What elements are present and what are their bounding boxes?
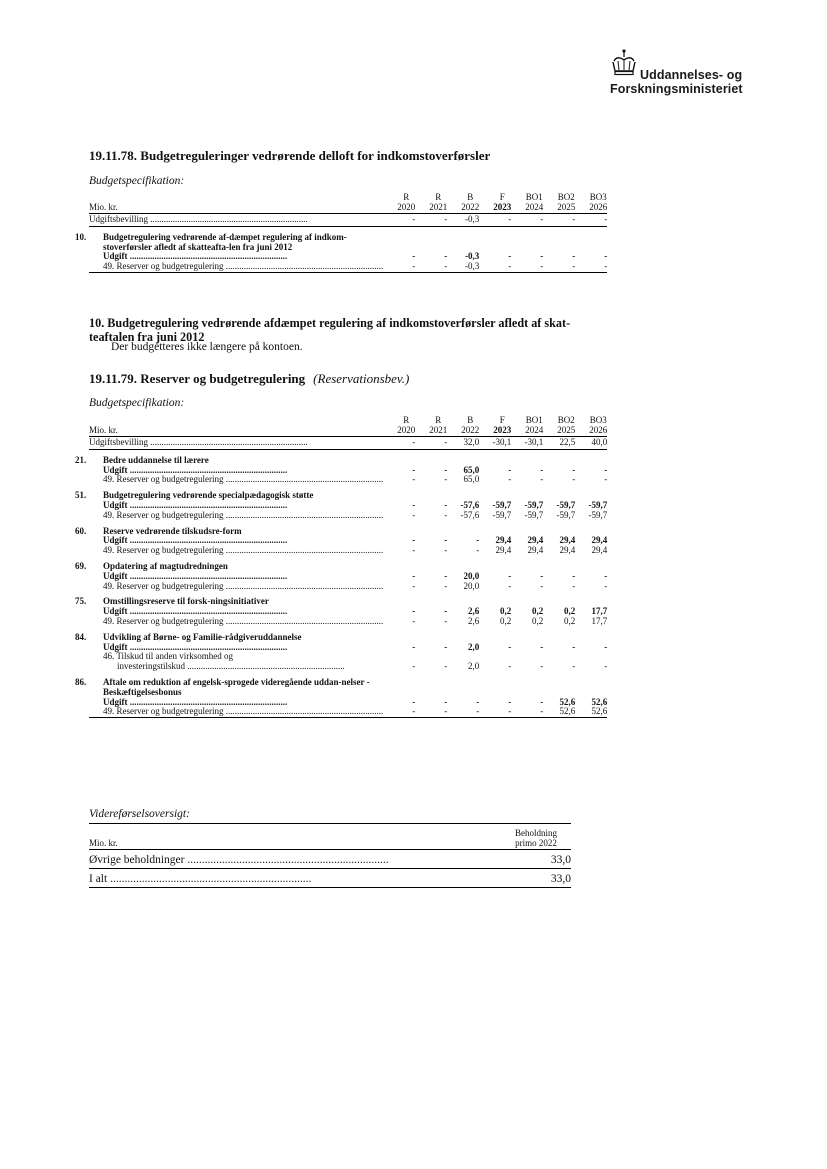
item-title-row	[89, 678, 607, 698]
value-cell: -	[540, 570, 544, 581]
value-cell: -	[572, 474, 576, 485]
column-year: 2024	[525, 425, 544, 435]
value-cell: -	[479, 262, 511, 272]
value-cell: 17,7	[591, 615, 608, 626]
column-year: 2020	[397, 425, 416, 435]
column-header	[383, 192, 415, 214]
udgiftsbevilling-row	[89, 437, 607, 450]
column-type: BO2	[557, 192, 575, 202]
value-cell: 2,0	[467, 641, 480, 652]
row-label: Udgiftsbevilling	[89, 438, 148, 447]
sub-row	[89, 582, 607, 592]
column-header	[511, 192, 543, 214]
row-label: Udgiftsbevilling	[89, 215, 148, 224]
value-cell: -	[412, 545, 416, 556]
row-label: Udgift	[103, 536, 128, 546]
value-cell: -59,7	[524, 499, 544, 510]
section-title-suffix: (Reservationsbev.)	[313, 371, 410, 386]
value-cell: -	[444, 641, 448, 652]
item-title: Reserve vedrørende tilskudsre-form	[103, 525, 242, 536]
value-cell: -59,7	[556, 509, 576, 520]
value-cell: -	[540, 464, 544, 475]
value-cell: 0,2	[499, 606, 512, 617]
row-label: 49. Reserver og budgetregulering	[103, 262, 224, 272]
item-number: 10.	[75, 231, 87, 242]
row-label: 49. Reserver og budgetregulering	[103, 707, 224, 717]
column-type: R	[435, 192, 442, 202]
value-cell: -	[572, 464, 576, 475]
column-header	[447, 192, 479, 214]
value-cell: 2,0	[467, 661, 480, 672]
sub-row	[89, 617, 607, 627]
value-cell: -	[383, 214, 415, 227]
column-type: F	[499, 415, 505, 425]
item-title: Bedre uddannelse til lærere	[103, 454, 209, 465]
value-cell: -0,3	[447, 214, 479, 227]
column-header	[575, 192, 607, 214]
sub-row	[89, 546, 607, 556]
videre-row-label: I alt	[89, 873, 108, 885]
table-header-row	[89, 415, 607, 437]
column-year: 2022	[461, 202, 480, 212]
value-cell: -	[508, 570, 512, 581]
column-type: R	[435, 415, 442, 425]
value-cell: 40,0	[575, 437, 607, 450]
value-cell: -59,7	[492, 499, 512, 510]
value-cell: 29,4	[591, 535, 608, 546]
value-cell: -	[412, 535, 416, 546]
budget-table-19-11-78	[75, 192, 608, 273]
column-header	[575, 415, 607, 437]
row-label: investeringstilskud	[117, 662, 185, 672]
sub-row	[89, 511, 607, 521]
value-cell: 29,4	[559, 535, 576, 546]
section-title-19-11-78: 19.11.78. Budgetreguleringer vedrørende delloft for indkomstoverførsler	[89, 148, 491, 163]
value-cell: -59,7	[524, 509, 544, 520]
value-cell: -	[572, 251, 576, 262]
value-cell: -	[383, 707, 415, 717]
value-cell: -	[604, 661, 608, 672]
value-cell: -	[511, 262, 543, 272]
value-cell: 65,0	[463, 464, 480, 475]
value-cell: -	[444, 509, 448, 520]
value-cell: -	[572, 580, 576, 591]
value-cell: -	[540, 474, 544, 485]
sub-row-cont	[89, 662, 607, 672]
value-cell: -	[543, 214, 575, 227]
value-cell: -	[604, 251, 608, 262]
value-cell: 29,4	[559, 545, 576, 556]
column-header	[543, 192, 575, 214]
row-label: Udgift	[103, 500, 128, 510]
section-title-text: 19.11.79. Reserver og budgetregulering	[89, 371, 306, 386]
logo-line-2: Forskningsministeriet	[610, 82, 743, 96]
column-year: 2021	[429, 425, 448, 435]
item-title-row	[89, 597, 607, 607]
column-header	[447, 415, 479, 437]
column-type: BO2	[557, 415, 575, 425]
videre-table	[89, 828, 571, 888]
value-cell: 29,4	[527, 545, 544, 556]
value-cell: -	[415, 262, 447, 272]
column-header	[479, 415, 511, 437]
value-cell: -	[412, 509, 416, 520]
column-header	[543, 415, 575, 437]
value-cell: -	[444, 580, 448, 591]
value-cell: -	[444, 661, 448, 672]
item-title-row	[89, 633, 607, 643]
videre-col-header	[501, 828, 571, 850]
value-cell: -0,3	[464, 251, 480, 262]
value-cell: 0,2	[563, 606, 576, 617]
value-cell: -	[444, 696, 448, 707]
section-title-19-11-79	[89, 371, 409, 387]
value-cell: -	[412, 696, 416, 707]
value-cell: -	[604, 580, 608, 591]
value-cell: -59,7	[556, 499, 576, 510]
row-label: 46. Tilskud til anden virksomhed og	[103, 651, 234, 662]
value-cell: -	[444, 499, 448, 510]
value-cell: 52,6	[543, 707, 575, 717]
value-cell: -	[572, 570, 576, 581]
budget-spec-label-2: Budgetspecifikation:	[89, 397, 185, 409]
column-type: BO3	[589, 192, 607, 202]
column-type: R	[403, 192, 410, 202]
item-title: Opdatering af magtudredningen	[103, 560, 228, 571]
value-cell: -	[412, 499, 416, 510]
item-number: 21.	[75, 454, 87, 465]
sub-row	[89, 262, 607, 272]
value-cell: -	[476, 545, 480, 556]
value-cell: -	[604, 570, 608, 581]
value-cell: -	[415, 707, 447, 717]
table-header-row	[89, 192, 607, 214]
udgiftsbevilling-row	[89, 214, 607, 227]
value-cell: -	[444, 606, 448, 617]
value-cell: -	[412, 615, 416, 626]
item-title: Omstillingsreserve til forsk-ningsinitiativer	[103, 596, 269, 607]
videre-row-value: 33,0	[501, 850, 571, 869]
value-cell: -	[444, 545, 448, 556]
value-cell: -	[508, 474, 512, 485]
row-label: 49. Reserver og budgetregulering	[103, 616, 224, 626]
column-year: 2020	[397, 202, 416, 212]
item-number: 86.	[75, 676, 87, 687]
value-cell: -	[508, 641, 512, 652]
column-header	[383, 415, 415, 437]
column-year: 2024	[525, 202, 544, 212]
paragraph-title-10: 10. Budgetregulering vedrørende afdæmpet regulering af indkomstoverførsler afledt af skat-teaftalen fra juni 2012	[89, 316, 571, 344]
value-cell: 2,6	[467, 615, 480, 626]
videre-row-label: Øvrige beholdninger	[89, 854, 185, 866]
column-type: R	[403, 415, 410, 425]
row-label: Udgift	[103, 607, 128, 617]
udgift-row	[89, 572, 607, 582]
column-header	[415, 415, 447, 437]
value-cell: -	[479, 707, 511, 717]
udgift-row	[89, 607, 607, 617]
value-cell: 0,2	[531, 606, 544, 617]
item-title-row	[89, 456, 607, 466]
value-cell: -	[604, 464, 608, 475]
value-cell: -	[604, 641, 608, 652]
value-cell: -	[572, 641, 576, 652]
videre-row	[89, 850, 571, 869]
item-title-row	[89, 562, 607, 572]
row-label: Udgift	[103, 697, 128, 707]
value-cell: -	[412, 570, 416, 581]
value-cell: -57,6	[460, 499, 480, 510]
value-cell: -	[511, 214, 543, 227]
value-cell: -	[508, 580, 512, 591]
value-cell: 32,0	[447, 437, 479, 450]
sub-row	[89, 707, 607, 717]
value-cell: -	[540, 641, 544, 652]
column-header	[415, 192, 447, 214]
value-cell: 0,2	[499, 615, 512, 626]
column-year: 2026	[589, 202, 608, 212]
value-cell: -	[540, 661, 544, 672]
value-cell: -	[383, 262, 415, 272]
sub-row	[89, 652, 607, 662]
value-cell: 20,0	[463, 570, 480, 581]
value-cell: -	[412, 474, 416, 485]
value-cell: -	[412, 580, 416, 591]
row-label: 49. Reserver og budgetregulering	[103, 546, 224, 556]
value-cell: 20,0	[463, 580, 480, 591]
item-number: 75.	[75, 596, 87, 607]
value-cell: -	[476, 696, 480, 707]
value-cell: 17,7	[591, 606, 608, 617]
item-number: 69.	[75, 560, 87, 571]
value-cell: -0,3	[447, 262, 479, 272]
value-cell: -	[508, 464, 512, 475]
row-label: 49. Reserver og budgetregulering	[103, 581, 224, 591]
sub-row	[89, 475, 607, 485]
value-cell: 0,2	[563, 615, 576, 626]
column-type: BO1	[525, 415, 543, 425]
value-cell: -	[511, 707, 543, 717]
videre-unit: Mio. kr.	[89, 828, 501, 850]
column-year: 2023	[493, 425, 512, 435]
item-title-row	[89, 233, 607, 253]
column-type: BO1	[525, 192, 543, 202]
budget-spec-label: Budgetspecifikation:	[89, 175, 185, 187]
value-cell: 65,0	[463, 474, 480, 485]
item-title: Budgetregulering vedrørende af-dæmpet regulering af indkom-stoverførsler afledt af skatteafta-len fra juni 2012	[103, 231, 347, 252]
value-cell: -	[412, 606, 416, 617]
column-year: 2022	[461, 425, 480, 435]
row-label: Udgift	[103, 465, 128, 475]
item-number: 51.	[75, 490, 87, 501]
value-cell: -	[444, 570, 448, 581]
value-cell: -	[572, 661, 576, 672]
value-cell: 52,6	[575, 707, 607, 717]
value-cell: -	[508, 661, 512, 672]
value-cell: -	[444, 251, 448, 262]
videre-col-header-1: Beholdning	[515, 828, 557, 838]
logo-line-1: Uddannelses- og	[640, 68, 743, 82]
item-title: Budgetregulering vedrørende specialpædagogisk støtte	[103, 490, 314, 501]
item-number: 84.	[75, 631, 87, 642]
value-cell: -	[412, 641, 416, 652]
value-cell: 29,4	[591, 545, 608, 556]
videre-header-row	[89, 828, 571, 850]
value-cell: -	[412, 661, 416, 672]
column-header	[511, 415, 543, 437]
value-cell: -30,1	[479, 437, 511, 450]
value-cell: 22,5	[543, 437, 575, 450]
budget-table-19-11-79	[75, 415, 608, 718]
value-cell: -	[604, 474, 608, 485]
value-cell: -	[415, 437, 447, 450]
unit-label: Mio. kr.	[89, 192, 383, 214]
value-cell: 29,4	[495, 545, 512, 556]
value-cell: 2,6	[467, 606, 480, 617]
paragraph-text-10: Der budgetteres ikke længere på kontoen.	[111, 341, 303, 353]
value-cell: -57,6	[460, 509, 480, 520]
value-cell: -	[575, 262, 607, 272]
column-header	[479, 192, 511, 214]
row-label: Udgift	[103, 571, 128, 581]
value-cell: 0,2	[531, 615, 544, 626]
column-year: 2025	[557, 425, 576, 435]
item-number: 60.	[75, 525, 87, 536]
column-year: 2025	[557, 202, 576, 212]
udgift-row	[89, 466, 607, 476]
unit-label: Mio. kr.	[89, 415, 383, 437]
row-label: 49. Reserver og budgetregulering	[103, 475, 224, 485]
value-cell: -	[508, 251, 512, 262]
value-cell: -	[444, 474, 448, 485]
udgift-row	[89, 698, 607, 708]
value-cell: -	[575, 214, 607, 227]
item-title: Udvikling af Børne- og Familie-rådgiveruddannelse	[103, 631, 302, 642]
value-cell: -	[479, 214, 511, 227]
row-label: 49. Reserver og budgetregulering	[103, 510, 224, 520]
value-cell: -	[444, 535, 448, 546]
videre-row	[89, 869, 571, 888]
value-cell: -	[383, 437, 415, 450]
value-cell: -	[540, 251, 544, 262]
row-label: Udgift	[103, 642, 128, 652]
value-cell: 29,4	[527, 535, 544, 546]
column-year: 2026	[589, 425, 608, 435]
videre-col-header-2: primo 2022	[515, 837, 557, 848]
value-cell: 52,6	[591, 696, 608, 707]
value-cell: -	[476, 535, 480, 546]
videre-row-value: 33,0	[501, 869, 571, 888]
value-cell: -	[444, 615, 448, 626]
value-cell: -59,7	[588, 499, 608, 510]
column-type: B	[467, 192, 474, 202]
value-cell: 52,6	[559, 696, 576, 707]
ministry-logo	[610, 48, 770, 98]
value-cell: 29,4	[495, 535, 512, 546]
value-cell: -	[540, 580, 544, 591]
column-type: F	[499, 192, 505, 202]
value-cell: -	[415, 214, 447, 227]
item-title: Aftale om reduktion af engelsk-sprogede videregående uddan-nelser - Beskæftigelsesbonus	[103, 676, 370, 697]
videre-label: Videreførselsoversigt:	[89, 808, 571, 824]
column-type: BO3	[589, 415, 607, 425]
value-cell: -	[412, 251, 416, 262]
value-cell: -	[444, 464, 448, 475]
column-year: 2021	[429, 202, 448, 212]
value-cell: -59,7	[588, 509, 608, 520]
column-type: B	[467, 415, 474, 425]
value-cell: -30,1	[511, 437, 543, 450]
value-cell: -	[412, 464, 416, 475]
value-cell: -	[543, 262, 575, 272]
row-label: Udgift	[103, 252, 128, 262]
value-cell: -59,7	[492, 509, 512, 520]
value-cell: -	[508, 696, 512, 707]
value-cell: -	[447, 707, 479, 717]
udgift-row	[89, 252, 607, 262]
crown-icon	[610, 48, 638, 78]
column-year: 2023	[493, 202, 512, 212]
value-cell: -	[540, 696, 544, 707]
